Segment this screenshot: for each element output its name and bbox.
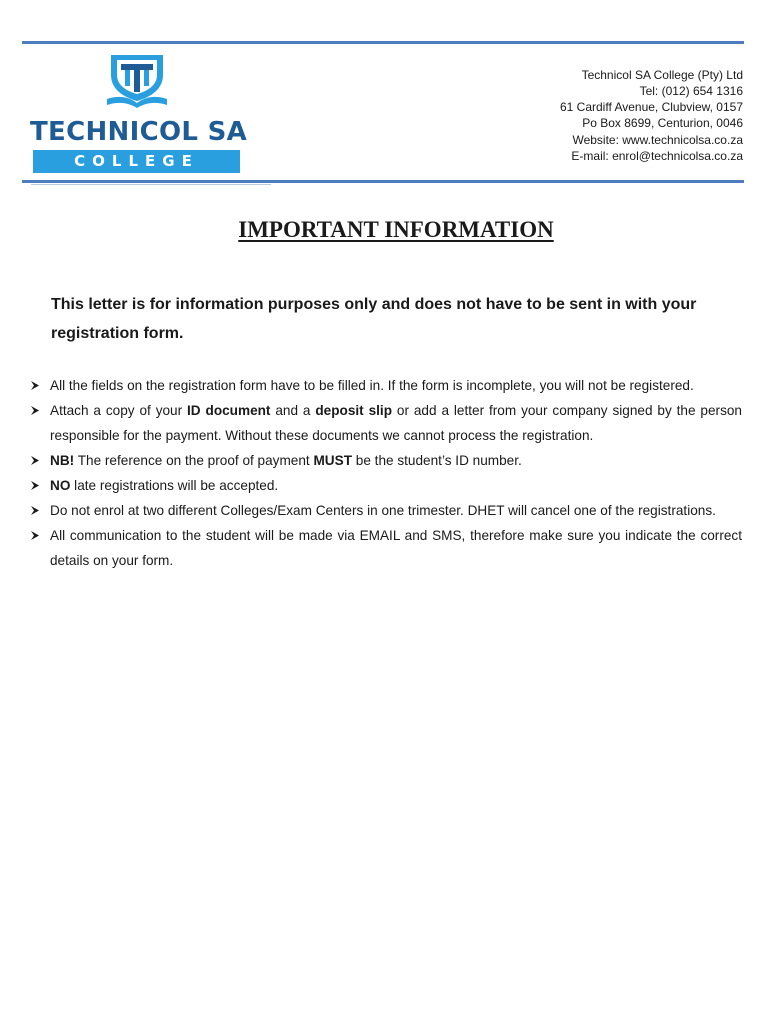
company-name: Technicol SA College (Pty) Ltd — [581, 68, 743, 82]
item-bold: deposit slip — [315, 403, 393, 418]
header-top-rule — [22, 41, 744, 44]
information-list — [26, 373, 742, 573]
lead-paragraph: This letter is for information purposes only and does not have to be sent in with your registration form. — [51, 296, 697, 342]
list-item — [26, 498, 742, 523]
list-item — [26, 473, 742, 498]
item-bold: NB! — [50, 453, 75, 468]
logo-band-text: COLLEGE — [74, 152, 199, 170]
arrow-bullet-icon — [28, 523, 42, 548]
item-text: or add a letter from your company signed by the person responsible for the payment. Without these documents we cannot process the registration. — [50, 403, 742, 443]
item-text: be the student’s ID number. — [352, 453, 522, 468]
arrow-bullet-icon — [28, 473, 42, 498]
college-logo — [30, 53, 248, 178]
telephone: Tel: (012) 654 1316 — [639, 84, 743, 98]
header-thin-rule — [31, 184, 271, 185]
arrow-bullet-icon — [28, 498, 42, 523]
item-text: Do not enrol at two different Colleges/Exam Centers in one trimester. DHET will cancel one of the registrations. — [50, 503, 716, 518]
item-text: All communication to the student will be made via EMAIL and SMS, therefore make sure you indicate the correct details on your form. — [50, 528, 742, 568]
website: Website: www.technicolsa.co.za — [572, 133, 743, 147]
list-item — [26, 448, 742, 473]
item-text: and a — [270, 403, 316, 418]
list-item — [26, 398, 742, 448]
list-item — [26, 523, 742, 573]
header-bottom-rule — [22, 180, 744, 183]
item-text: Attach a copy of your — [50, 403, 188, 418]
street-address: 61 Cardiff Avenue, Clubview, 0157 — [559, 100, 743, 114]
item-bold: NO — [50, 478, 71, 493]
logo-band — [33, 150, 240, 173]
item-text: The reference on the proof of payment — [74, 453, 314, 468]
logo-wordmark: TECHNICOL SA — [30, 117, 248, 147]
postal-address: Po Box 8699, Centurion, 0046 — [582, 116, 743, 130]
list-item — [26, 373, 742, 398]
email: E-mail: enrol@technicolsa.co.za — [571, 149, 743, 163]
item-bold: MUST — [313, 453, 352, 468]
page-title: IMPORTANT INFORMATION — [238, 217, 554, 242]
contact-block — [560, 67, 743, 164]
item-text: All the fields on the registration form have to be filled in. If the form is incomplete, you will not be registered. — [50, 378, 694, 393]
arrow-bullet-icon — [28, 373, 42, 398]
arrow-bullet-icon — [28, 448, 42, 473]
shield-book-logo-icon — [105, 53, 169, 109]
item-bold: ID document — [187, 403, 271, 418]
arrow-bullet-icon — [28, 398, 42, 423]
item-text: late registrations will be accepted. — [70, 478, 279, 493]
